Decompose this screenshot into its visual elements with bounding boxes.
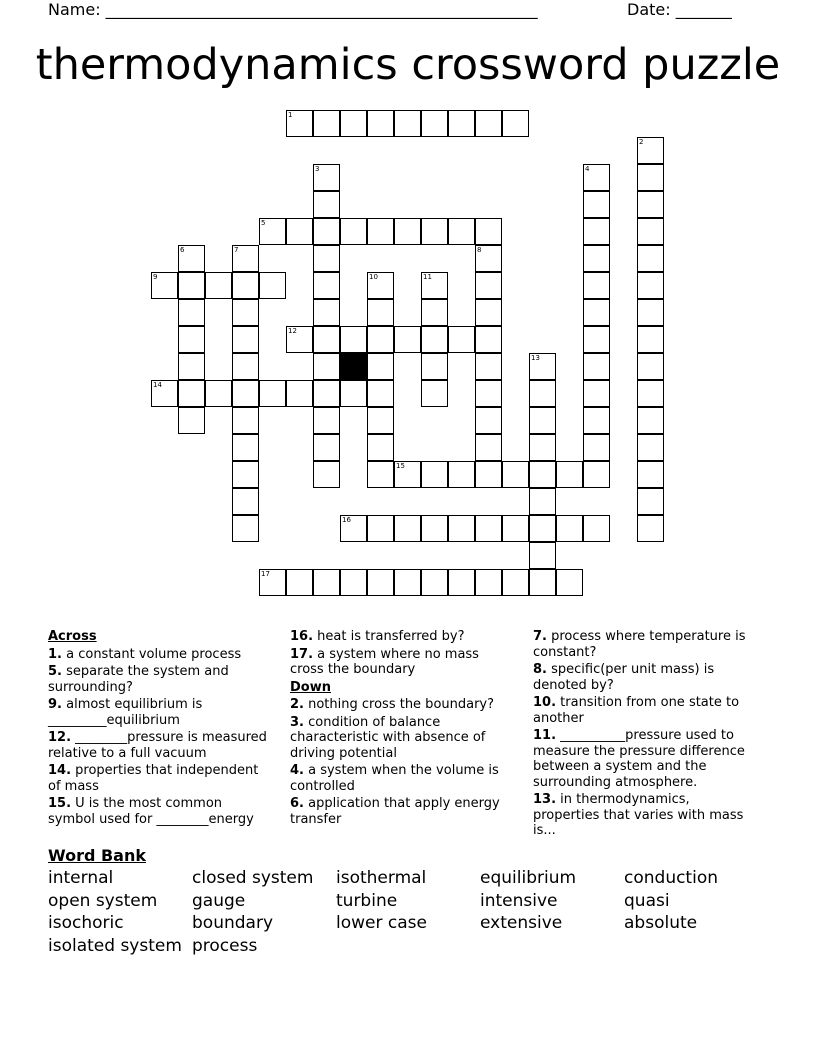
across-heading: Across xyxy=(48,629,97,644)
grid-cell[interactable] xyxy=(502,461,529,488)
across-clue-15: 15. U is the most common symbol used for ________energy xyxy=(48,796,254,827)
grid-cell[interactable] xyxy=(529,461,556,488)
grid-cell[interactable] xyxy=(394,110,421,137)
grid-cell[interactable] xyxy=(637,299,664,326)
clue-number: 16 xyxy=(342,516,351,524)
grid-cell[interactable] xyxy=(556,515,583,542)
grid-cell[interactable] xyxy=(313,245,340,272)
word-bank-item: process xyxy=(192,936,258,956)
grid-cell[interactable] xyxy=(637,272,664,299)
clue-number: 4 xyxy=(585,165,590,173)
grid-cell[interactable] xyxy=(367,515,394,542)
down-clue-2: 2. nothing cross the boundary? xyxy=(290,697,495,712)
grid-cell[interactable] xyxy=(367,299,394,326)
grid-cell[interactable] xyxy=(232,353,259,380)
clues-column-2 xyxy=(290,629,515,829)
clues-column-1 xyxy=(48,629,273,829)
grid-cell[interactable] xyxy=(367,434,394,461)
grid-cell[interactable] xyxy=(178,326,205,353)
grid-cell[interactable] xyxy=(529,515,556,542)
grid-cell[interactable] xyxy=(637,326,664,353)
clue-number: 9 xyxy=(153,273,158,281)
grid-cell[interactable] xyxy=(637,353,664,380)
grid-cell[interactable] xyxy=(448,461,475,488)
grid-cell[interactable] xyxy=(583,245,610,272)
grid-cell[interactable] xyxy=(151,380,178,407)
across-clue-12: 12. ________pressure is measured relative to a full vacuum xyxy=(48,730,267,761)
grid-cell[interactable] xyxy=(475,245,502,272)
grid-cell[interactable] xyxy=(556,569,583,596)
word-bank-item: conduction xyxy=(624,868,718,888)
grid-cell[interactable] xyxy=(637,434,664,461)
word-bank-item: quasi xyxy=(624,891,670,911)
grid-cell[interactable] xyxy=(313,191,340,218)
grid-cell[interactable] xyxy=(421,110,448,137)
clue-number: 17 xyxy=(261,570,270,578)
grid-cell[interactable] xyxy=(448,218,475,245)
grid-cell[interactable] xyxy=(421,515,448,542)
grid-cell[interactable] xyxy=(340,380,367,407)
word-bank-item: lower case xyxy=(336,913,427,933)
grid-cell[interactable] xyxy=(313,164,340,191)
grid-cell[interactable] xyxy=(313,434,340,461)
grid-cell[interactable] xyxy=(367,461,394,488)
grid-cell[interactable] xyxy=(475,407,502,434)
grid-cell[interactable] xyxy=(502,515,529,542)
word-bank-item: isothermal xyxy=(336,868,427,888)
grid-cell[interactable] xyxy=(286,326,313,353)
grid-cell[interactable] xyxy=(475,299,502,326)
grid-cell[interactable] xyxy=(259,272,286,299)
grid-cell[interactable] xyxy=(583,380,610,407)
grid-cell[interactable] xyxy=(313,299,340,326)
grid-cell[interactable] xyxy=(313,407,340,434)
grid-cell[interactable] xyxy=(367,326,394,353)
grid-cell[interactable] xyxy=(232,272,259,299)
clue-number: 13 xyxy=(531,354,540,362)
grid-cell[interactable] xyxy=(583,272,610,299)
grid-cell[interactable] xyxy=(340,326,367,353)
clue-number: 3 xyxy=(315,165,320,173)
grid-cell[interactable] xyxy=(178,299,205,326)
grid-cell[interactable] xyxy=(313,353,340,380)
grid-cell[interactable] xyxy=(502,110,529,137)
word-bank-item: internal xyxy=(48,868,114,888)
grid-cell[interactable] xyxy=(448,569,475,596)
grid-cell[interactable] xyxy=(637,515,664,542)
grid-cell[interactable] xyxy=(232,299,259,326)
grid-cell[interactable] xyxy=(286,110,313,137)
clue-number: 14 xyxy=(153,381,162,389)
grid-cell[interactable] xyxy=(394,461,421,488)
word-bank-item: boundary xyxy=(192,913,273,933)
grid-cell[interactable] xyxy=(367,407,394,434)
grid-cell[interactable] xyxy=(637,245,664,272)
grid-cell[interactable] xyxy=(421,326,448,353)
grid-cell[interactable] xyxy=(583,326,610,353)
clue-number: 2 xyxy=(639,138,644,146)
grid-block xyxy=(340,353,367,380)
grid-cell[interactable] xyxy=(151,272,178,299)
grid-cell[interactable] xyxy=(178,407,205,434)
word-bank-item: isochoric xyxy=(48,913,124,933)
grid-cell[interactable] xyxy=(475,326,502,353)
across-clue-5: 5. separate the system and surrounding? xyxy=(48,664,229,695)
grid-cell[interactable] xyxy=(232,407,259,434)
grid-cell[interactable] xyxy=(340,218,367,245)
clue-number: 5 xyxy=(261,219,266,227)
down-clue-8: 8. specific(per unit mass) is denoted by? xyxy=(533,662,715,693)
grid-cell[interactable] xyxy=(637,164,664,191)
grid-cell[interactable] xyxy=(367,569,394,596)
grid-cell[interactable] xyxy=(421,380,448,407)
word-bank-item: turbine xyxy=(336,891,398,911)
grid-cell[interactable] xyxy=(340,110,367,137)
grid-cell[interactable] xyxy=(286,569,313,596)
word-bank-item: intensive xyxy=(480,891,558,911)
grid-cell[interactable] xyxy=(529,542,556,569)
grid-cell[interactable] xyxy=(475,515,502,542)
grid-cell[interactable] xyxy=(421,218,448,245)
grid-cell[interactable] xyxy=(178,245,205,272)
grid-cell[interactable] xyxy=(475,272,502,299)
grid-cell[interactable] xyxy=(583,218,610,245)
date-field-label[interactable]: Date: _______ xyxy=(627,0,732,19)
grid-cell[interactable] xyxy=(448,515,475,542)
grid-cell[interactable] xyxy=(421,353,448,380)
down-clue-3: 3. condition of balance characteristic with absence of driving potential xyxy=(290,714,486,761)
grid-cell[interactable] xyxy=(637,488,664,515)
grid-cell[interactable] xyxy=(178,380,205,407)
grid-cell[interactable] xyxy=(313,110,340,137)
grid-cell[interactable] xyxy=(421,461,448,488)
grid-cell[interactable] xyxy=(529,569,556,596)
grid-cell[interactable] xyxy=(529,380,556,407)
grid-cell[interactable] xyxy=(178,272,205,299)
grid-cell[interactable] xyxy=(394,218,421,245)
grid-cell[interactable] xyxy=(232,245,259,272)
grid-cell[interactable] xyxy=(340,569,367,596)
grid-cell[interactable] xyxy=(556,461,583,488)
grid-cell[interactable] xyxy=(637,191,664,218)
grid-cell[interactable] xyxy=(232,434,259,461)
grid-cell[interactable] xyxy=(232,461,259,488)
grid-cell[interactable] xyxy=(286,380,313,407)
across-clue-17: 17. a system where no mass cross the boundary xyxy=(290,646,479,677)
word-bank-item: gauge xyxy=(192,891,246,911)
clue-number: 7 xyxy=(234,246,239,254)
down-clue-6: 6. application that apply energy transfer xyxy=(290,796,500,827)
grid-cell[interactable] xyxy=(583,299,610,326)
grid-cell[interactable] xyxy=(394,326,421,353)
grid-cell[interactable] xyxy=(583,461,610,488)
grid-cell[interactable] xyxy=(475,434,502,461)
grid-cell[interactable] xyxy=(286,218,313,245)
grid-cell[interactable] xyxy=(583,434,610,461)
grid-cell[interactable] xyxy=(529,488,556,515)
clue-number: 11 xyxy=(423,273,432,281)
grid-cell[interactable] xyxy=(583,407,610,434)
grid-cell[interactable] xyxy=(475,218,502,245)
down-clue-11: 11. __________pressure used to measure the pressure difference between a system and the surrounding atmosphere. xyxy=(533,728,745,790)
grid-cell[interactable] xyxy=(259,218,286,245)
grid-cell[interactable] xyxy=(421,272,448,299)
grid-cell[interactable] xyxy=(367,380,394,407)
grid-cell[interactable] xyxy=(637,137,664,164)
grid-cell[interactable] xyxy=(475,461,502,488)
clue-number: 6 xyxy=(180,246,185,254)
word-bank-title: Word Bank xyxy=(48,846,147,865)
word-bank-item: isolated system xyxy=(48,936,182,956)
grid-cell[interactable] xyxy=(475,569,502,596)
down-clue-10: 10. transition from one state to another xyxy=(533,695,740,726)
grid-cell[interactable] xyxy=(583,353,610,380)
grid-cell[interactable] xyxy=(259,380,286,407)
grid-cell[interactable] xyxy=(313,326,340,353)
word-bank-item: extensive xyxy=(480,913,563,933)
grid-cell[interactable] xyxy=(583,191,610,218)
grid-cell[interactable] xyxy=(529,353,556,380)
grid-cell[interactable] xyxy=(502,569,529,596)
across-clue-16: 16. heat is transferred by? xyxy=(290,629,465,644)
grid-cell[interactable] xyxy=(637,461,664,488)
grid-cell[interactable] xyxy=(583,164,610,191)
grid-cell[interactable] xyxy=(259,569,286,596)
grid-cell[interactable] xyxy=(232,488,259,515)
clue-number: 8 xyxy=(477,246,482,254)
clues-column-3 xyxy=(533,629,758,841)
grid-cell[interactable] xyxy=(475,380,502,407)
grid-cell[interactable] xyxy=(583,515,610,542)
grid-cell[interactable] xyxy=(232,326,259,353)
name-field-label[interactable]: Name: ______________________________________________________ xyxy=(48,0,538,19)
grid-cell[interactable] xyxy=(637,407,664,434)
grid-cell[interactable] xyxy=(313,461,340,488)
word-bank-item: absolute xyxy=(624,913,698,933)
grid-cell[interactable] xyxy=(313,272,340,299)
grid-cell[interactable] xyxy=(367,218,394,245)
across-clue-9: 9. almost equilibrium is _________equilibrium xyxy=(48,697,203,728)
grid-cell[interactable] xyxy=(178,353,205,380)
grid-cell[interactable] xyxy=(421,299,448,326)
grid-cell[interactable] xyxy=(475,110,502,137)
grid-cell[interactable] xyxy=(367,353,394,380)
word-bank-item: open system xyxy=(48,891,158,911)
grid-cell[interactable] xyxy=(394,569,421,596)
grid-cell[interactable] xyxy=(475,353,502,380)
grid-cell[interactable] xyxy=(637,380,664,407)
across-clue-14: 14. properties that independent of mass xyxy=(48,763,259,794)
grid-cell[interactable] xyxy=(313,218,340,245)
clue-number: 12 xyxy=(288,327,297,335)
grid-cell[interactable] xyxy=(340,515,367,542)
grid-cell[interactable] xyxy=(205,272,232,299)
page-title: thermodynamics crossword puzzle xyxy=(35,40,781,90)
grid-cell[interactable] xyxy=(529,407,556,434)
grid-cell[interactable] xyxy=(313,380,340,407)
down-clue-4: 4. a system when the volume is controlled xyxy=(290,763,499,794)
grid-cell[interactable] xyxy=(448,326,475,353)
clue-number: 10 xyxy=(369,273,378,281)
grid-cell[interactable] xyxy=(232,515,259,542)
clue-number: 1 xyxy=(288,111,293,119)
down-clue-13: 13. in thermodynamics, properties that varies with mass is... xyxy=(533,792,744,838)
grid-cell[interactable] xyxy=(367,110,394,137)
down-clue-7: 7. process where temperature is constant? xyxy=(533,629,746,660)
grid-cell[interactable] xyxy=(313,569,340,596)
grid-cell[interactable] xyxy=(637,218,664,245)
down-heading: Down xyxy=(290,679,331,695)
grid-cell[interactable] xyxy=(448,110,475,137)
grid-cell[interactable] xyxy=(205,380,232,407)
grid-cell[interactable] xyxy=(529,434,556,461)
word-bank-item: closed system xyxy=(192,868,314,888)
grid-cell[interactable] xyxy=(232,380,259,407)
word-bank-item: equilibrium xyxy=(480,868,577,888)
grid-cell[interactable] xyxy=(421,569,448,596)
across-clue-1: 1. a constant volume process xyxy=(48,646,242,662)
clue-number: 15 xyxy=(396,462,405,470)
grid-cell[interactable] xyxy=(394,515,421,542)
grid-cell[interactable] xyxy=(367,272,394,299)
